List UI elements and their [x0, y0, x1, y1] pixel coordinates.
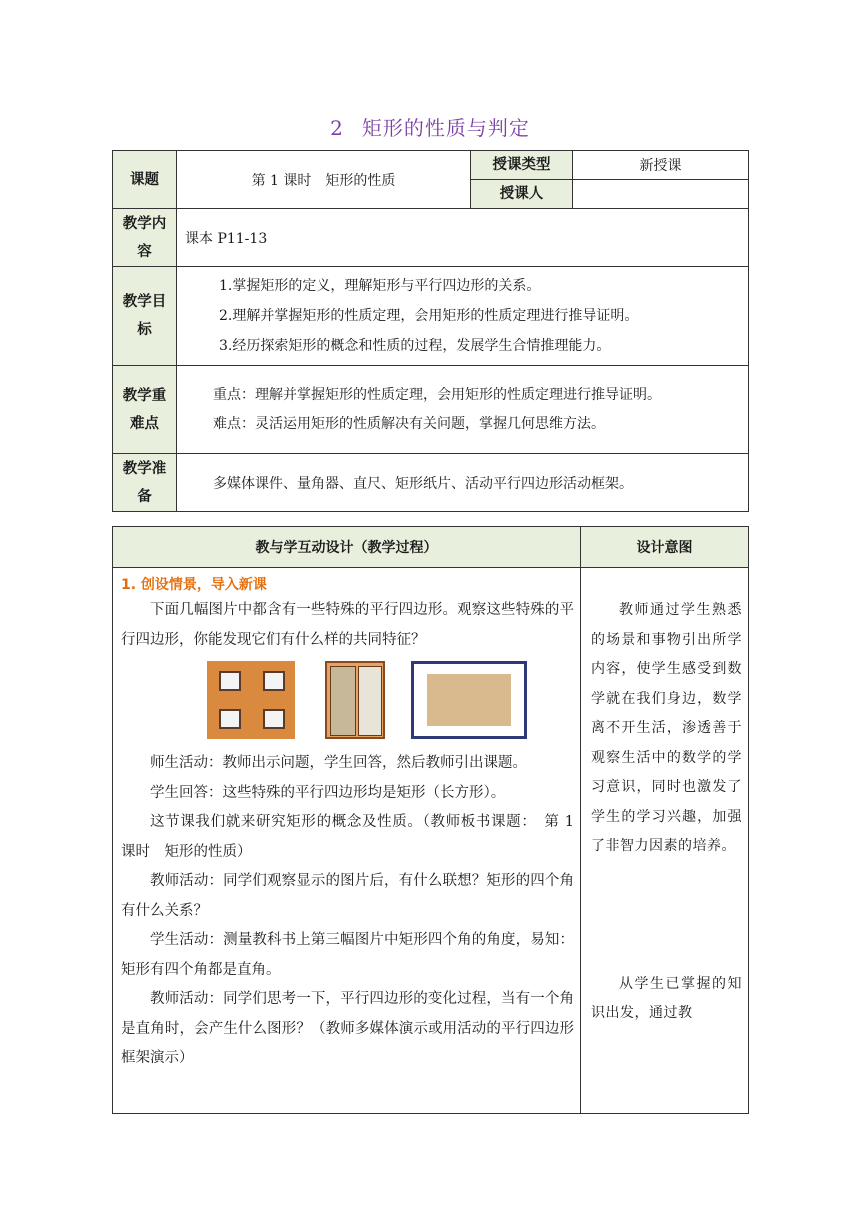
process-paragraph: 教师活动：同学们观察显示的图片后，有什么联想？矩形的四个角有什么关系？	[121, 873, 574, 919]
goal-label: 教学目标	[113, 267, 177, 366]
process-paragraph: 这节课我们就来研究矩形的概念及性质。（教师板书课题： 第 1 课时 矩形的性质）	[121, 814, 574, 860]
lesson-type-value: 新授课	[573, 151, 749, 180]
intent-paragraph: 教师通过学生熟悉的场景和事物引出所学内容，使学生感受到数学就在我们身边，数学离不开生活，渗透善于观察生活中的数学的学习意识，同时也激发了学生的学习兴趣，加强了非智力因素的培养。	[591, 602, 742, 854]
goal-item: 1.掌握矩形的定义，理解矩形与平行四边形的关系。	[219, 278, 541, 294]
example-images	[121, 659, 574, 743]
title-number: 2	[330, 116, 344, 140]
topic-value: 第 1 课时 矩形的性质	[177, 151, 471, 209]
intent-header: 设计意图	[581, 527, 749, 568]
process-paragraph: 师生活动：教师出示问题，学生回答，然后教师引出课题。	[150, 755, 527, 771]
key-point: 重点：理解并掌握矩形的性质定理，会用矩形的性质定理进行推导证明。	[213, 386, 661, 403]
content-label: 教学内容	[113, 209, 177, 267]
section-title: 1. 创设情景，导入新课	[121, 577, 267, 593]
topic-label: 课题	[113, 151, 177, 209]
intent-paragraph: 从学生已掌握的知识出发，通过教	[591, 975, 742, 1021]
content-value: 课本 P11-13	[177, 209, 749, 267]
key-label: 教学重难点	[113, 366, 177, 454]
process-paragraph: 学生回答：这些特殊的平行四边形均是矩形（长方形）。	[150, 784, 506, 801]
goal-list	[177, 267, 749, 366]
difficult-point: 难点：灵活运用矩形的性质解决有关问题，掌握几何思维方法。	[213, 415, 605, 432]
process-content	[113, 568, 581, 1114]
process-header: 教与学互动设计（教学过程）	[113, 527, 581, 568]
prep-value: 多媒体课件、量角器、直尺、矩形纸片、活动平行四边形活动框架。	[177, 454, 749, 512]
title-text: 矩形的性质与判定	[361, 116, 530, 140]
document-title	[0, 112, 860, 141]
process-paragraph: 教师活动：同学们思考一下，平行四边形的变化过程，当有一个角是直角时，会产生什么图形？（教师多媒体演示或用活动的平行四边形框架演示）	[121, 991, 574, 1066]
prep-label: 教学准备	[113, 454, 177, 512]
picture-frame-image	[411, 661, 527, 739]
teacher-value	[573, 180, 749, 209]
process-table	[112, 526, 749, 1114]
lesson-type-label: 授课类型	[471, 151, 573, 180]
building-facade-image	[207, 661, 295, 739]
teacher-label: 授课人	[471, 180, 573, 209]
goal-item: 2.理解并掌握矩形的性质定理，会用矩形的性质定理进行推导证明。	[219, 308, 639, 324]
window-frame-image	[325, 661, 385, 739]
lesson-info-table	[112, 150, 749, 512]
process-paragraph: 学生活动：测量教科书上第三幅图片中矩形四个角的角度，易知：矩形有四个角都是直角。	[121, 932, 574, 978]
goal-item: 3.经历探索矩形的概念和性质的过程，发展学生合情推理能力。	[219, 338, 611, 354]
intro-paragraph: 下面几幅图片中都含有一些特殊的平行四边形。观察这些特殊的平行四边形，你能发现它们有什么样的共同特征？	[121, 602, 574, 648]
key-points	[177, 366, 749, 454]
intent-content	[581, 568, 749, 1114]
